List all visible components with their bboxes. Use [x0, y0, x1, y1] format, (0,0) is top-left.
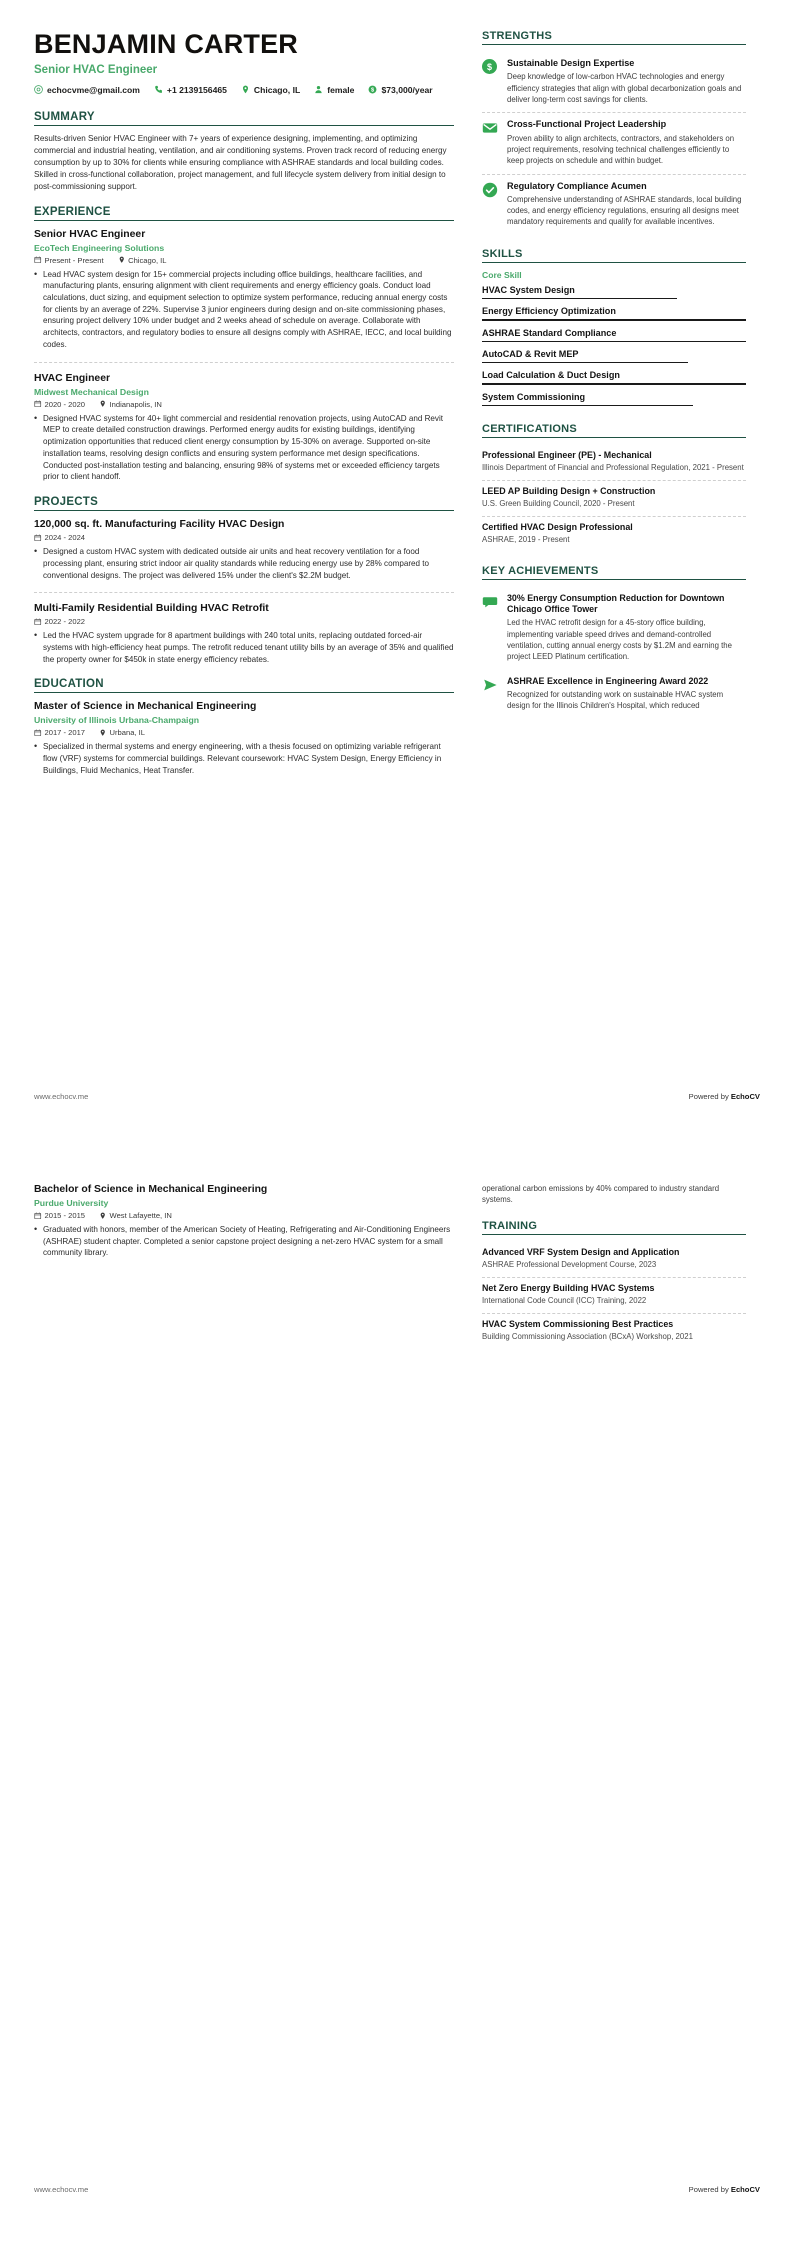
location-pin-icon — [99, 729, 107, 737]
achievement-body — [507, 593, 746, 662]
strength-desc: Proven ability to align architects, contractors, and stakeholders on project requirements, resolving technical challenges efficiently to keep projects on schedule and within budget. — [507, 133, 735, 166]
education-bullets — [34, 1224, 454, 1259]
training-title: Net Zero Energy Building HVAC Systems — [482, 1282, 655, 1293]
achievement-body — [507, 676, 746, 712]
experience-bullets — [34, 413, 454, 483]
speech-bubble-icon — [482, 594, 498, 610]
contact-row — [34, 85, 454, 95]
page-footer — [34, 1085, 760, 1101]
dollar-circle-icon: $ — [482, 59, 497, 74]
experience-entry — [34, 372, 454, 483]
education-heading: EDUCATION — [34, 678, 454, 693]
contact-salary-text: $73,000/year — [381, 84, 433, 95]
training-item — [482, 1242, 746, 1278]
skill-item — [482, 325, 746, 346]
training-item — [482, 1314, 746, 1349]
calendar-icon — [34, 400, 42, 408]
footer-brand — [689, 2185, 760, 2194]
strength-icon-wrap — [482, 58, 499, 105]
education-bullet: • Graduated with honors, member of the American Society of Heating, Refrigerating and Air-Conditioning Engineers (ASHRAE) student chapter. Completed a senior capstone project designing a net-zero HVAC system for a small community library. — [34, 1224, 454, 1259]
experience-meta — [34, 400, 454, 409]
achievement-icon-wrap — [482, 593, 499, 662]
education-degree: Master of Science in Mechanical Engineering — [34, 701, 257, 713]
project-name: Multi-Family Residential Building HVAC Retrofit — [34, 603, 269, 615]
candidate-name: BENJAMIN CARTER — [34, 29, 299, 59]
calendar-icon — [34, 729, 42, 737]
education-bullet: • Specialized in thermal systems and energy engineering, with a thesis focused on optimizing variable refrigerant flow (VRF) systems for commercial buildings. Relevant coursework: HVAC System Design, Energy Efficiency in Buildings, Fluid Mechanics, Heat Transfer. — [34, 741, 454, 776]
skills-core-label: Core Skill — [482, 269, 522, 280]
candidate-headline: Senior HVAC Engineer — [34, 63, 158, 76]
strength-title: Sustainable Design Expertise — [507, 58, 635, 68]
achievement-item — [482, 670, 746, 719]
salary-icon — [368, 85, 377, 94]
achievement-desc-continued: operational carbon emissions by 40% compared to industry standard systems. — [482, 1184, 720, 1205]
project-entry — [34, 518, 454, 581]
footer-site[interactable]: www.echocv.me — [34, 2185, 89, 2194]
skill-item — [482, 389, 746, 410]
certification-sub: Illinois Department of Financial and Professional Regulation, 2021 - Present — [482, 463, 744, 473]
experience-role: HVAC Engineer — [34, 372, 111, 384]
skill-item — [482, 346, 746, 367]
right-column — [482, 30, 746, 731]
left-column — [34, 30, 454, 790]
training-title: HVAC System Commissioning Best Practices — [482, 1318, 674, 1329]
achievements-heading: KEY ACHIEVEMENTS — [482, 565, 746, 580]
entry-divider — [34, 362, 454, 363]
certification-sub: ASHRAE, 2019 - Present — [482, 535, 570, 545]
project-entry — [34, 602, 454, 665]
strengths-heading: STRENGTHS — [482, 30, 746, 45]
section-achievements — [482, 565, 746, 718]
certification-item — [482, 481, 746, 517]
experience-location: Chicago, IL — [128, 255, 167, 265]
summary-text: Results-driven Senior HVAC Engineer with 7+ years of experience designing, implementing, and optimizing commercial and industrial heating, ventilation, and air conditioning systems. Proven track record of reducing energy consumption by up to 30% for clients while ensuring compliance with ASHRAE standards and local building codes. Skilled in cross-functional collaboration, project management, and full lifecycle system delivery from initial design to post-commissioning support. — [34, 133, 447, 191]
education-entry — [34, 700, 454, 776]
contact-location-text: Chicago, IL — [253, 84, 301, 95]
calendar-icon — [34, 618, 42, 626]
certification-item — [482, 517, 746, 552]
right-column-page2 — [482, 1183, 746, 1362]
strength-desc: Comprehensive understanding of ASHRAE standards, local building codes, and energy efficiency regulations, ensuring all designs meet mandatory requirements and qualify for available incentives. — [507, 194, 742, 227]
experience-bullets — [34, 269, 454, 351]
header-block — [34, 30, 454, 95]
skill-name: Load Calculation & Duct Design — [482, 370, 620, 381]
skills-heading: SKILLS — [482, 248, 746, 263]
skill-level-bar — [482, 405, 693, 406]
experience-company: Midwest Mechanical Design — [34, 386, 149, 397]
contact-location — [241, 85, 300, 95]
calendar-icon — [34, 256, 42, 264]
projects-heading: PROJECTS — [34, 496, 454, 511]
section-projects — [34, 496, 454, 665]
strength-icon-wrap — [482, 119, 499, 166]
contact-gender-text: female — [327, 84, 355, 95]
page1-columns — [34, 30, 760, 790]
training-title: Advanced VRF System Design and Application — [482, 1246, 680, 1257]
strength-body — [507, 58, 746, 105]
skill-name: ASHRAE Standard Compliance — [482, 327, 617, 338]
achievement-desc: Recognized for outstanding work on sustainable HVAC system design for the Illinois Children's Hospital, which reduced — [507, 689, 724, 711]
experience-dates-wrap — [34, 256, 104, 265]
resume-page-2 — [0, 1123, 794, 2246]
check-circle-icon — [482, 182, 498, 198]
send-icon — [482, 677, 498, 693]
education-dates-wrap — [34, 1211, 85, 1220]
strength-item — [482, 113, 746, 174]
person-icon — [314, 85, 323, 94]
section-experience — [34, 206, 454, 484]
certification-sub: U.S. Green Building Council, 2020 - Present — [482, 499, 635, 509]
experience-dates-wrap — [34, 400, 85, 409]
section-education — [34, 678, 454, 776]
project-bullet: • Designed a custom HVAC system with dedicated outside air units and heat recovery ventilation for a food processing plant, ensuring strict indoor air quality standards while reducing energy use by 28% compared to conventional designs. The project was delivered 15% under the client's $2.2M budget. — [34, 546, 454, 581]
certification-item — [482, 445, 746, 481]
education-entry — [34, 1183, 454, 1259]
project-bullets — [34, 546, 454, 581]
experience-location-wrap — [118, 256, 167, 265]
project-name: 120,000 sq. ft. Manufacturing Facility HVAC Design — [34, 519, 285, 531]
education-meta — [34, 1211, 454, 1220]
skill-level-bar — [482, 383, 746, 384]
strength-icon-wrap — [482, 181, 499, 228]
strength-body — [507, 181, 746, 228]
experience-location: Indianapolis, IN — [109, 399, 162, 409]
location-pin-icon — [99, 1212, 107, 1220]
envelope-icon — [482, 120, 498, 136]
skill-name: Energy Efficiency Optimization — [482, 306, 616, 317]
section-skills — [482, 248, 746, 410]
strength-body — [507, 119, 746, 166]
experience-dates: Present - Present — [44, 255, 104, 265]
footer-brand-name: EchoCV — [730, 1092, 760, 1101]
section-training — [482, 1220, 746, 1349]
education-location: West Lafayette, IN — [109, 1211, 172, 1220]
education-location: Urbana, IL — [109, 728, 146, 738]
achievement-desc: Led the HVAC retrofit design for a 45-story office building, implementing variable speed drives and demand-controlled ventilation, cutting annual energy costs by $1.2M and earning the project LEED Platinum certification. — [507, 618, 732, 662]
experience-dates: 2020 - 2020 — [44, 399, 86, 409]
certification-title: Professional Engineer (PE) - Mechanical — [482, 450, 652, 461]
certification-title: Certified HVAC Design Professional — [482, 522, 633, 533]
email-icon — [34, 85, 43, 94]
project-dates-wrap — [34, 617, 85, 626]
education-school: Purdue University — [34, 1198, 109, 1208]
location-pin-icon — [118, 256, 126, 264]
skill-item — [482, 303, 746, 324]
education-location-wrap — [99, 728, 145, 737]
location-icon — [241, 85, 250, 94]
experience-meta — [34, 256, 454, 265]
project-bullet: • Led the HVAC system upgrade for 8 apartment buildings with 240 total units, replacing outdated forced-air systems with high-efficiency heat pumps. The retrofit reduced tenant utility bills by an average of 35% and qualified the property owner for $450k in state energy efficiency rebates. — [34, 630, 454, 665]
footer-powered-text: Powered by — [688, 1092, 731, 1101]
svg-text:$: $ — [371, 87, 375, 94]
project-meta — [34, 617, 454, 626]
footer-site[interactable]: www.echocv.me — [34, 1092, 89, 1101]
skill-level-bar — [482, 341, 746, 342]
contact-phone-text: +1 2139156465 — [166, 84, 227, 95]
skill-level-bar — [482, 319, 746, 320]
education-bullets — [34, 741, 454, 776]
project-dates: 2022 - 2022 — [44, 617, 86, 627]
achievement-title: ASHRAE Excellence in Engineering Award 2022 — [507, 675, 709, 686]
footer-brand — [689, 1092, 760, 1101]
training-item — [482, 1278, 746, 1314]
skill-item — [482, 367, 746, 388]
experience-entry — [34, 228, 454, 351]
contact-gender — [314, 85, 354, 95]
education-location-wrap — [99, 1211, 172, 1220]
section-certifications — [482, 423, 746, 552]
education-dates: 2017 - 2017 — [44, 728, 86, 738]
education-dates-wrap — [34, 728, 85, 737]
skill-level-bar — [482, 362, 688, 363]
education-school: University of Illinois Urbana-Champaign — [34, 715, 200, 726]
training-sub: ASHRAE Professional Development Course, 2023 — [482, 1259, 657, 1269]
training-heading: TRAINING — [482, 1220, 746, 1235]
achievement-item — [482, 587, 746, 669]
summary-heading: SUMMARY — [34, 111, 454, 126]
contact-salary — [368, 85, 432, 95]
contact-email-text: echocvme@gmail.com — [47, 84, 140, 95]
strength-title: Regulatory Compliance Acumen — [507, 180, 647, 191]
calendar-icon — [34, 1212, 42, 1220]
training-sub: Building Commissioning Association (BCxA) Workshop, 2021 — [482, 1331, 693, 1341]
skill-name: System Commissioning — [482, 391, 586, 402]
skill-level-bar — [482, 298, 677, 299]
contact-email[interactable] — [34, 85, 140, 95]
page2-columns — [34, 1183, 760, 1362]
phone-icon — [154, 85, 163, 94]
skill-name: HVAC System Design — [482, 284, 575, 295]
project-dates: 2024 - 2024 — [44, 533, 86, 543]
project-dates-wrap — [34, 533, 85, 542]
contact-phone[interactable] — [154, 85, 227, 95]
skill-name: AutoCAD & Revit MEP — [482, 348, 579, 359]
certification-title: LEED AP Building Design + Construction — [482, 486, 656, 497]
experience-location-wrap — [99, 400, 162, 409]
strength-item — [482, 175, 746, 235]
experience-company: EcoTech Engineering Solutions — [34, 242, 165, 253]
education-dates: 2015 - 2015 — [44, 1211, 86, 1220]
certifications-heading: CERTIFICATIONS — [482, 423, 746, 438]
section-summary — [34, 111, 454, 193]
education-degree: Bachelor of Science in Mechanical Engineering — [34, 1184, 268, 1195]
page-footer — [34, 2178, 760, 2194]
experience-role: Senior HVAC Engineer — [34, 228, 146, 240]
strength-desc: Deep knowledge of low-carbon HVAC technologies and energy efficiency strategies that align with global decarbonization goals and deliver long-term cost savings for clients. — [507, 72, 742, 104]
strength-title: Cross-Functional Project Leadership — [507, 119, 667, 130]
experience-heading: EXPERIENCE — [34, 206, 454, 221]
training-sub: International Code Council (ICC) Training, 2022 — [482, 1295, 647, 1305]
strength-item — [482, 52, 746, 113]
left-column-page2 — [34, 1183, 454, 1261]
experience-bullet: • Lead HVAC system design for 15+ commercial projects including office buildings, healthcare facilities, and manufacturing plants, ensuring alignment with client requirements and energy efficiency goals. Conduct load calculations, duct sizing, and equipment selection to optimize system performance, reducing annual energy costs for clients by an average of 22%. Supervise 3 junior engineers during design and on-site commissioning phases, ensuring project delivery 10% under budget and 2 weeks ahead of schedule on average. Collaborate with architects, contractors, and regulatory bodies to ensure all designs comply with ASHRAE, IECC, and local building codes. — [34, 269, 454, 351]
location-pin-icon — [99, 400, 107, 408]
calendar-icon — [34, 534, 42, 542]
project-meta — [34, 533, 454, 542]
footer-powered-text: Powered by — [688, 2185, 731, 2194]
footer-brand-name: EchoCV — [730, 2185, 760, 2194]
entry-divider — [34, 592, 454, 593]
skill-item — [482, 282, 746, 303]
education-meta — [34, 728, 454, 737]
project-bullets — [34, 630, 454, 665]
achievement-icon-wrap — [482, 676, 499, 712]
experience-bullet: • Designed HVAC systems for 40+ light commercial and residential renovation projects, using AutoCAD and Revit MEP to create detailed construction drawings. Performed energy audits for existing buildings, identifying optimization opportunities that reduced client energy consumption by 15-30% on average. Supported on-site installation teams, resolving design conflicts and ensuring system performance met design specifications. Conducted post-installation testing and balancing, ensuring 98% of systems met or exceeded efficiency targets prior to client handoff. — [34, 413, 454, 483]
section-strengths — [482, 30, 746, 235]
achievement-title: 30% Energy Consumption Reduction for Downtown Chicago Office Tower — [507, 593, 725, 615]
